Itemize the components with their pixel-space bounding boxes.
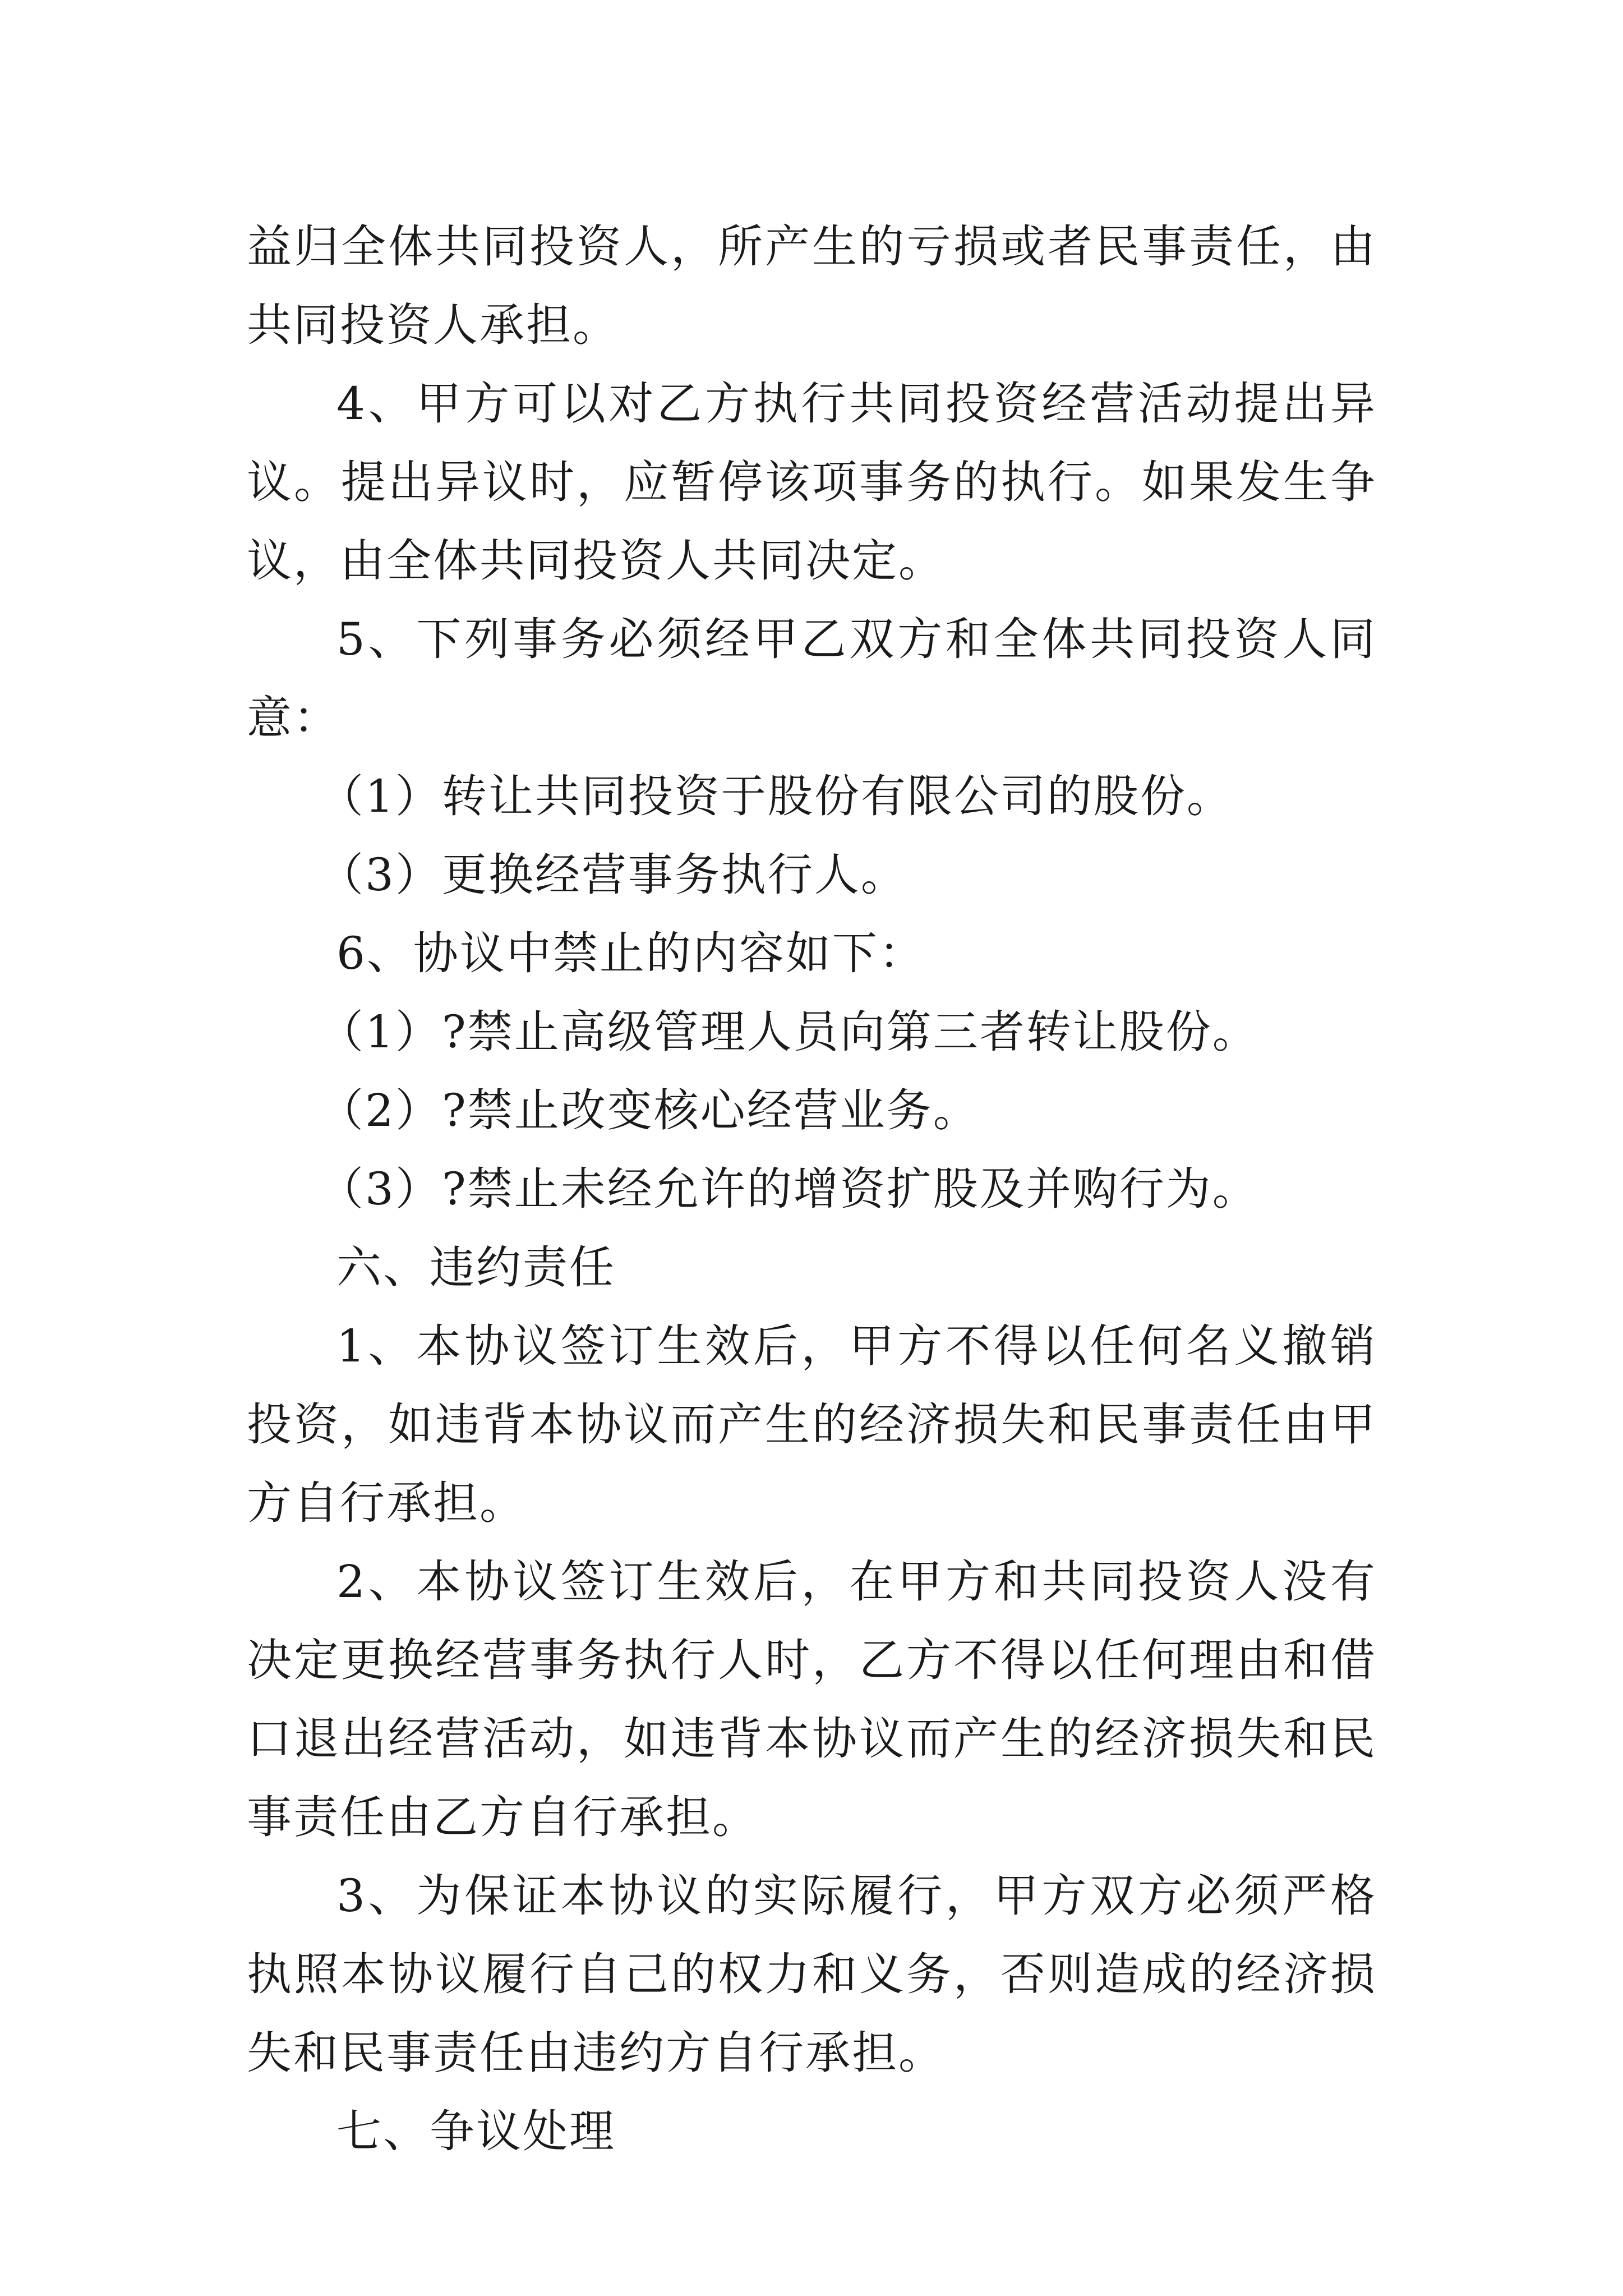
paragraph-continuation: 益归全体共同投资人，所产生的亏损或者民事责任，由共同投资人承担。 <box>247 220 1377 351</box>
list-item-5-3: （3）更换经营事务执行人。 <box>319 849 907 901</box>
paragraph-breach-3: 3、为保证本协议的实际履行，甲方双方必须严格执照本协议履行自己的权力和义务，否则造成的经济损失和民事责任由违约方自行承担。 <box>247 1870 1377 2079</box>
paragraph-breach-1: 1、本协议签订生效后，甲方不得以任何名义撤销投资，如违背本协议而产生的经济损失和民事责任由甲方自行承担。 <box>247 1320 1377 1529</box>
paragraph-clause-5: 5、下列事务必须经甲乙双方和全体共同投资人同意： <box>247 613 1377 744</box>
paragraph-breach-2: 2、本协议签订生效后，在甲方和共同投资人没有决定更换经营事务执行人时，乙方不得以任何理由和借口退出经营活动，如违背本协议而产生的经济损失和民事责任由乙方自行承担。 <box>247 1556 1377 1843</box>
list-item-6-2: （2）?禁止改变核心经营业务。 <box>319 1084 980 1137</box>
paragraph-clause-6: 6、协议中禁止的内容如下： <box>336 927 925 979</box>
list-item-6-3: （3）?禁止未经允许的增资扩股及并购行为。 <box>319 1163 1259 1215</box>
section-heading-dispute-resolution: 七、争议处理 <box>336 2105 616 2157</box>
paragraph-clause-4: 4、甲方可以对乙方执行共同投资经营活动提出异议。提出异议时，应暂停该项事务的执行。如果发生争议，由全体共同投资人共同决定。 <box>247 378 1377 587</box>
section-heading-breach-liability: 六、违约责任 <box>336 1241 616 1294</box>
list-item-5-1: （1）转让共同投资于股份有限公司的股份。 <box>319 770 1233 822</box>
list-item-6-1: （1）?禁止高级管理人员向第三者转让股份。 <box>319 1006 1259 1058</box>
document-body <box>247 208 1377 2171</box>
